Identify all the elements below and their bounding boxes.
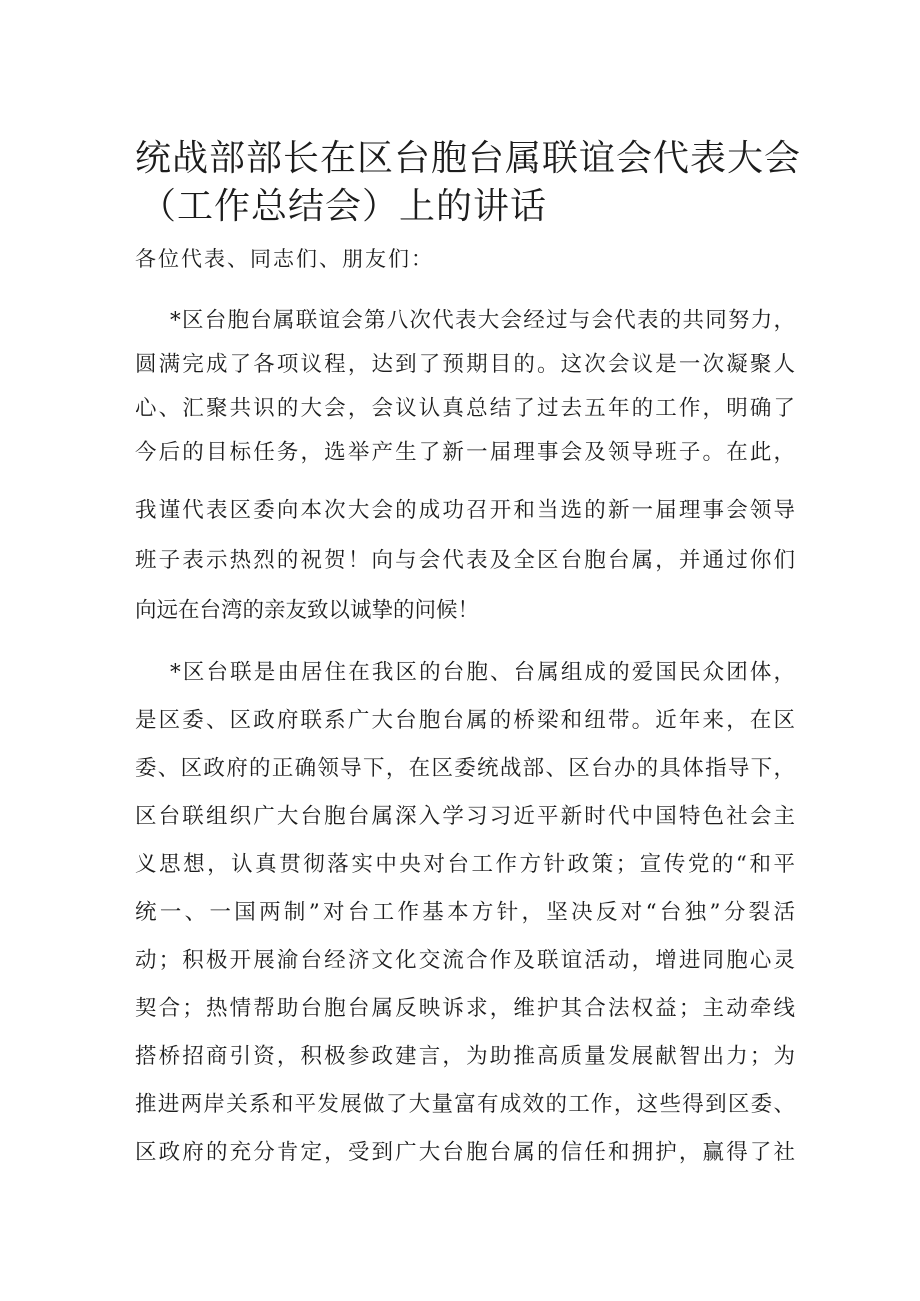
- paragraph-line: 统一、一国两制”对台工作基本方针，坚决反对“台独”分裂活: [135, 900, 795, 925]
- paragraph-line: 区政府的充分肯定，受到广大台胞台属的信任和拥护，赢得了社: [135, 1140, 795, 1165]
- paragraph-line: 委、区政府的正确领导下，在区委统战部、区台办的具体指导下，: [135, 756, 795, 781]
- paragraph-line: 向远在台湾的亲友致以诚挚的问候！: [135, 598, 480, 623]
- paragraph-line: 心、汇聚共识的大会，会议认真总结了过去五年的工作，明确了: [135, 396, 795, 421]
- paragraph-line: 义思想，认真贯彻落实中央对台工作方针政策；宣传党的“和平: [135, 852, 795, 877]
- paragraph-line: *区台胞台属联谊会第八次代表大会经过与会代表的共同努力，: [170, 308, 795, 333]
- salutation: 各位代表、同志们、朋友们：: [135, 247, 434, 271]
- paragraph-line: 今后的目标任务，选举产生了新一届理事会及领导班子。在此，: [135, 440, 795, 465]
- paragraph-line: 我谨代表区委向本次大会的成功召开和当选的新一届理事会领导: [135, 498, 795, 523]
- paragraph-line: 区台联组织广大台胞台属深入学习习近平新时代中国特色社会主: [135, 804, 795, 829]
- paragraph-line: 搭桥招商引资，积极参政建言，为助推高质量发展献智出力；为: [135, 1044, 795, 1069]
- paragraph-line: 班子表示热烈的祝贺！向与会代表及全区台胞台属，并通过你们: [135, 548, 795, 573]
- paragraph-line: 是区委、区政府联系广大台胞台属的桥梁和纽带。近年来，在区: [135, 708, 795, 733]
- paragraph-line: 圆满完成了各项议程，达到了预期目的。这次会议是一次凝聚人: [135, 352, 795, 377]
- paragraph-line: *区台联是由居住在我区的台胞、台属组成的爱国民众团体，: [170, 660, 795, 685]
- document-title-line-1: 统战部部长在区台胞台属联谊会代表大会: [135, 138, 802, 179]
- document-title-line-2: （工作总结会）上的讲话: [140, 186, 548, 227]
- paragraph-line: 推进两岸关系和平发展做了大量富有成效的工作，这些得到区委、: [135, 1092, 795, 1117]
- paragraph-line: 动；积极开展渝台经济文化交流合作及联谊活动，增进同胞心灵: [135, 948, 795, 973]
- paragraph-line: 契合；热情帮助台胞台属反映诉求，维护其合法权益；主动牵线: [135, 996, 795, 1021]
